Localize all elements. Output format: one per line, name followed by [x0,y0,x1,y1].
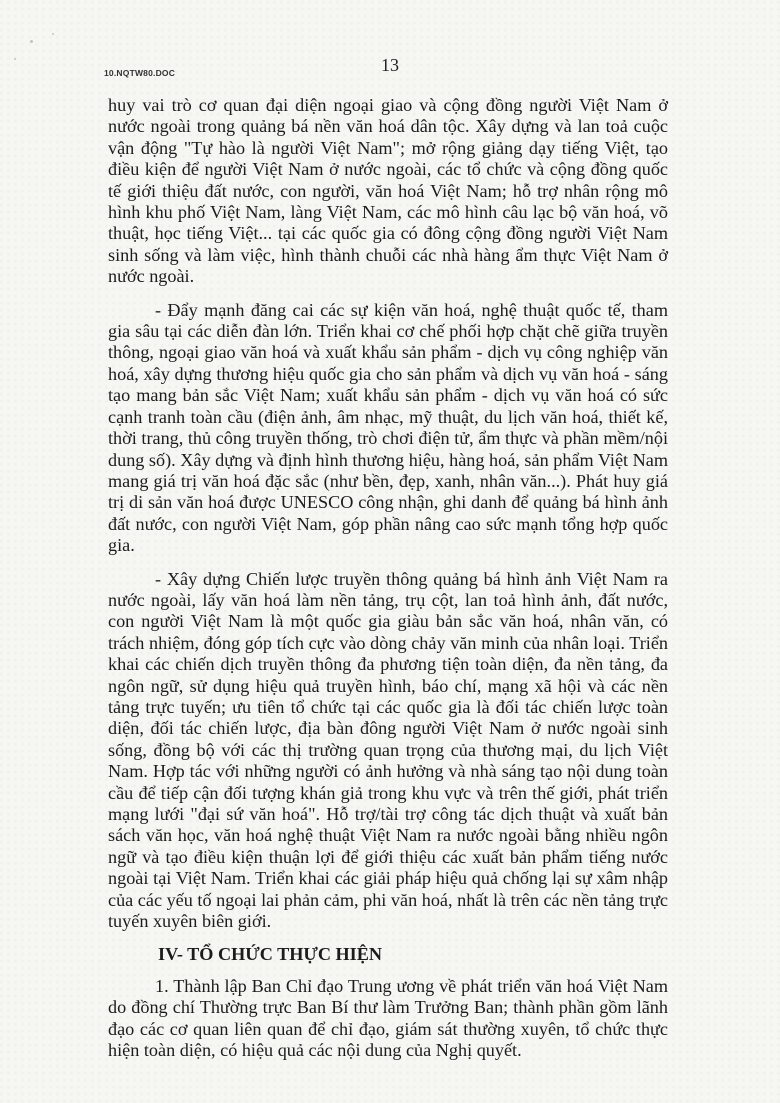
scan-speck [30,40,33,43]
paragraph-bullet-communication: - Xây dựng Chiến lược truyền thông quảng bá hình ảnh Việt Nam ra nước ngoài, lấy văn hoá làm nền tảng, trụ cột, lan toả hình ảnh, đất nước, con người Việt Nam là một quốc gia giàu bản sắc văn hoá, nhân văn, có trách nhiệm, đóng góp tích cực vào dòng chảy văn minh của nhân loại. Triển khai các chiến dịch truyền thông đa phương tiện toàn diện, đa nền tảng, đa ngôn ngữ, sử dụng hiệu quả truyền hình, báo chí, mạng xã hội và các nền tảng trực tuyến; ưu tiên tổ chức tại các quốc gia là đối tác chiến lược toàn diện, đối tác chiến lược, địa bàn đông người Việt Nam ở nước ngoài sinh sống, đồng bộ với các thị trường quan trọng của thương mại, du lịch Việt Nam. Hợp tác với những người có ảnh hưởng và nhà sáng tạo nội dung toàn cầu để tiếp cận đối tượng khán giả trong khu vực và trên thế giới, phát triển mạng lưới "đại sứ văn hoá". Hỗ trợ/tài trợ công tác dịch thuật và xuất bản sách văn học, văn hoá nghệ thuật Việt Nam ra nước ngoài bằng nhiều ngôn ngữ và tạo điều kiện thuận lợi để giới thiệu các xuất bản phẩm tiếng nước ngoài tại Việt Nam. Triển khai các giải pháp hiệu quả chống lại sự xâm nhập của các yếu tố ngoại lai phản cảm, phi văn hoá, nhất là trên các nền tảng trực tuyến xuyên biên giới. [108,568,668,932]
document-body [108,95,668,1061]
paragraph-bullet-events: - Đẩy mạnh đăng cai các sự kiện văn hoá, nghệ thuật quốc tế, tham gia sâu tại các diễn đàn lớn. Triển khai cơ chế phối hợp chặt chẽ giữa truyền thông, ngoại giao văn hoá và xuất khẩu sản phẩm - dịch vụ công nghiệp văn hoá, xây dựng thương hiệu quốc gia cho sản phẩm và dịch vụ văn hoá - sáng tạo mang bản sắc Việt Nam; xuất khẩu sản phẩm - dịch vụ văn hoá có sức cạnh tranh toàn cầu (điện ảnh, âm nhạc, mỹ thuật, du lịch văn hoá, thiết kế, thời trang, thủ công truyền thống, trò chơi điện tử, ẩm thực và phần mềm/nội dung số). Xây dựng và định hình thương hiệu, hàng hoá, sản phẩm Việt Nam mang giá trị văn hoá đặc sắc (như bền, đẹp, xanh, nhân văn...). Phát huy giá trị di sản văn hoá được UNESCO công nhận, ghi danh để quảng bá hình ảnh đất nước, con người Việt Nam, góp phần nâng cao sức mạnh tổng hợp quốc gia. [108,299,668,556]
file-identifier: 10.NQTW80.DOC [104,68,176,78]
page-number: 13 [381,55,399,75]
section-heading: IV- TỔ CHỨC THỰC HIỆN [158,944,382,965]
paragraph-continuation: huy vai trò cơ quan đại diện ngoại giao và cộng đồng người Việt Nam ở nước ngoài trong quảng bá nền văn hoá dân tộc. Xây dựng và lan toả cuộc vận động "Tự hào là người Việt Nam"; mở rộng giảng dạy tiếng Việt, tạo điều kiện để người Việt Nam ở nước ngoài, các tổ chức và cộng đồng quốc tế giới thiệu đất nước, con người, văn hoá Việt Nam; hỗ trợ nhân rộng mô hình khu phố Việt Nam, làng Việt Nam, các mô hình câu lạc bộ văn hoá, võ thuật, học tiếng Việt... tại các quốc gia có đông cộng đồng người Việt Nam sinh sống và làm việc, hình thành chuỗi các nhà hàng ẩm thực Việt Nam ở nước ngoài. [108,95,668,287]
section-item-1: 1. Thành lập Ban Chỉ đạo Trung ương về phát triển văn hoá Việt Nam do đồng chí Thường trực Ban Bí thư làm Trưởng Ban; thành phần gồm lãnh đạo các cơ quan liên quan để chỉ đạo, giám sát thường xuyên, tổ chức thực hiện toàn diện, có hiệu quả các nội dung của Nghị quyết. [108,975,668,1061]
scan-speck [52,33,54,35]
